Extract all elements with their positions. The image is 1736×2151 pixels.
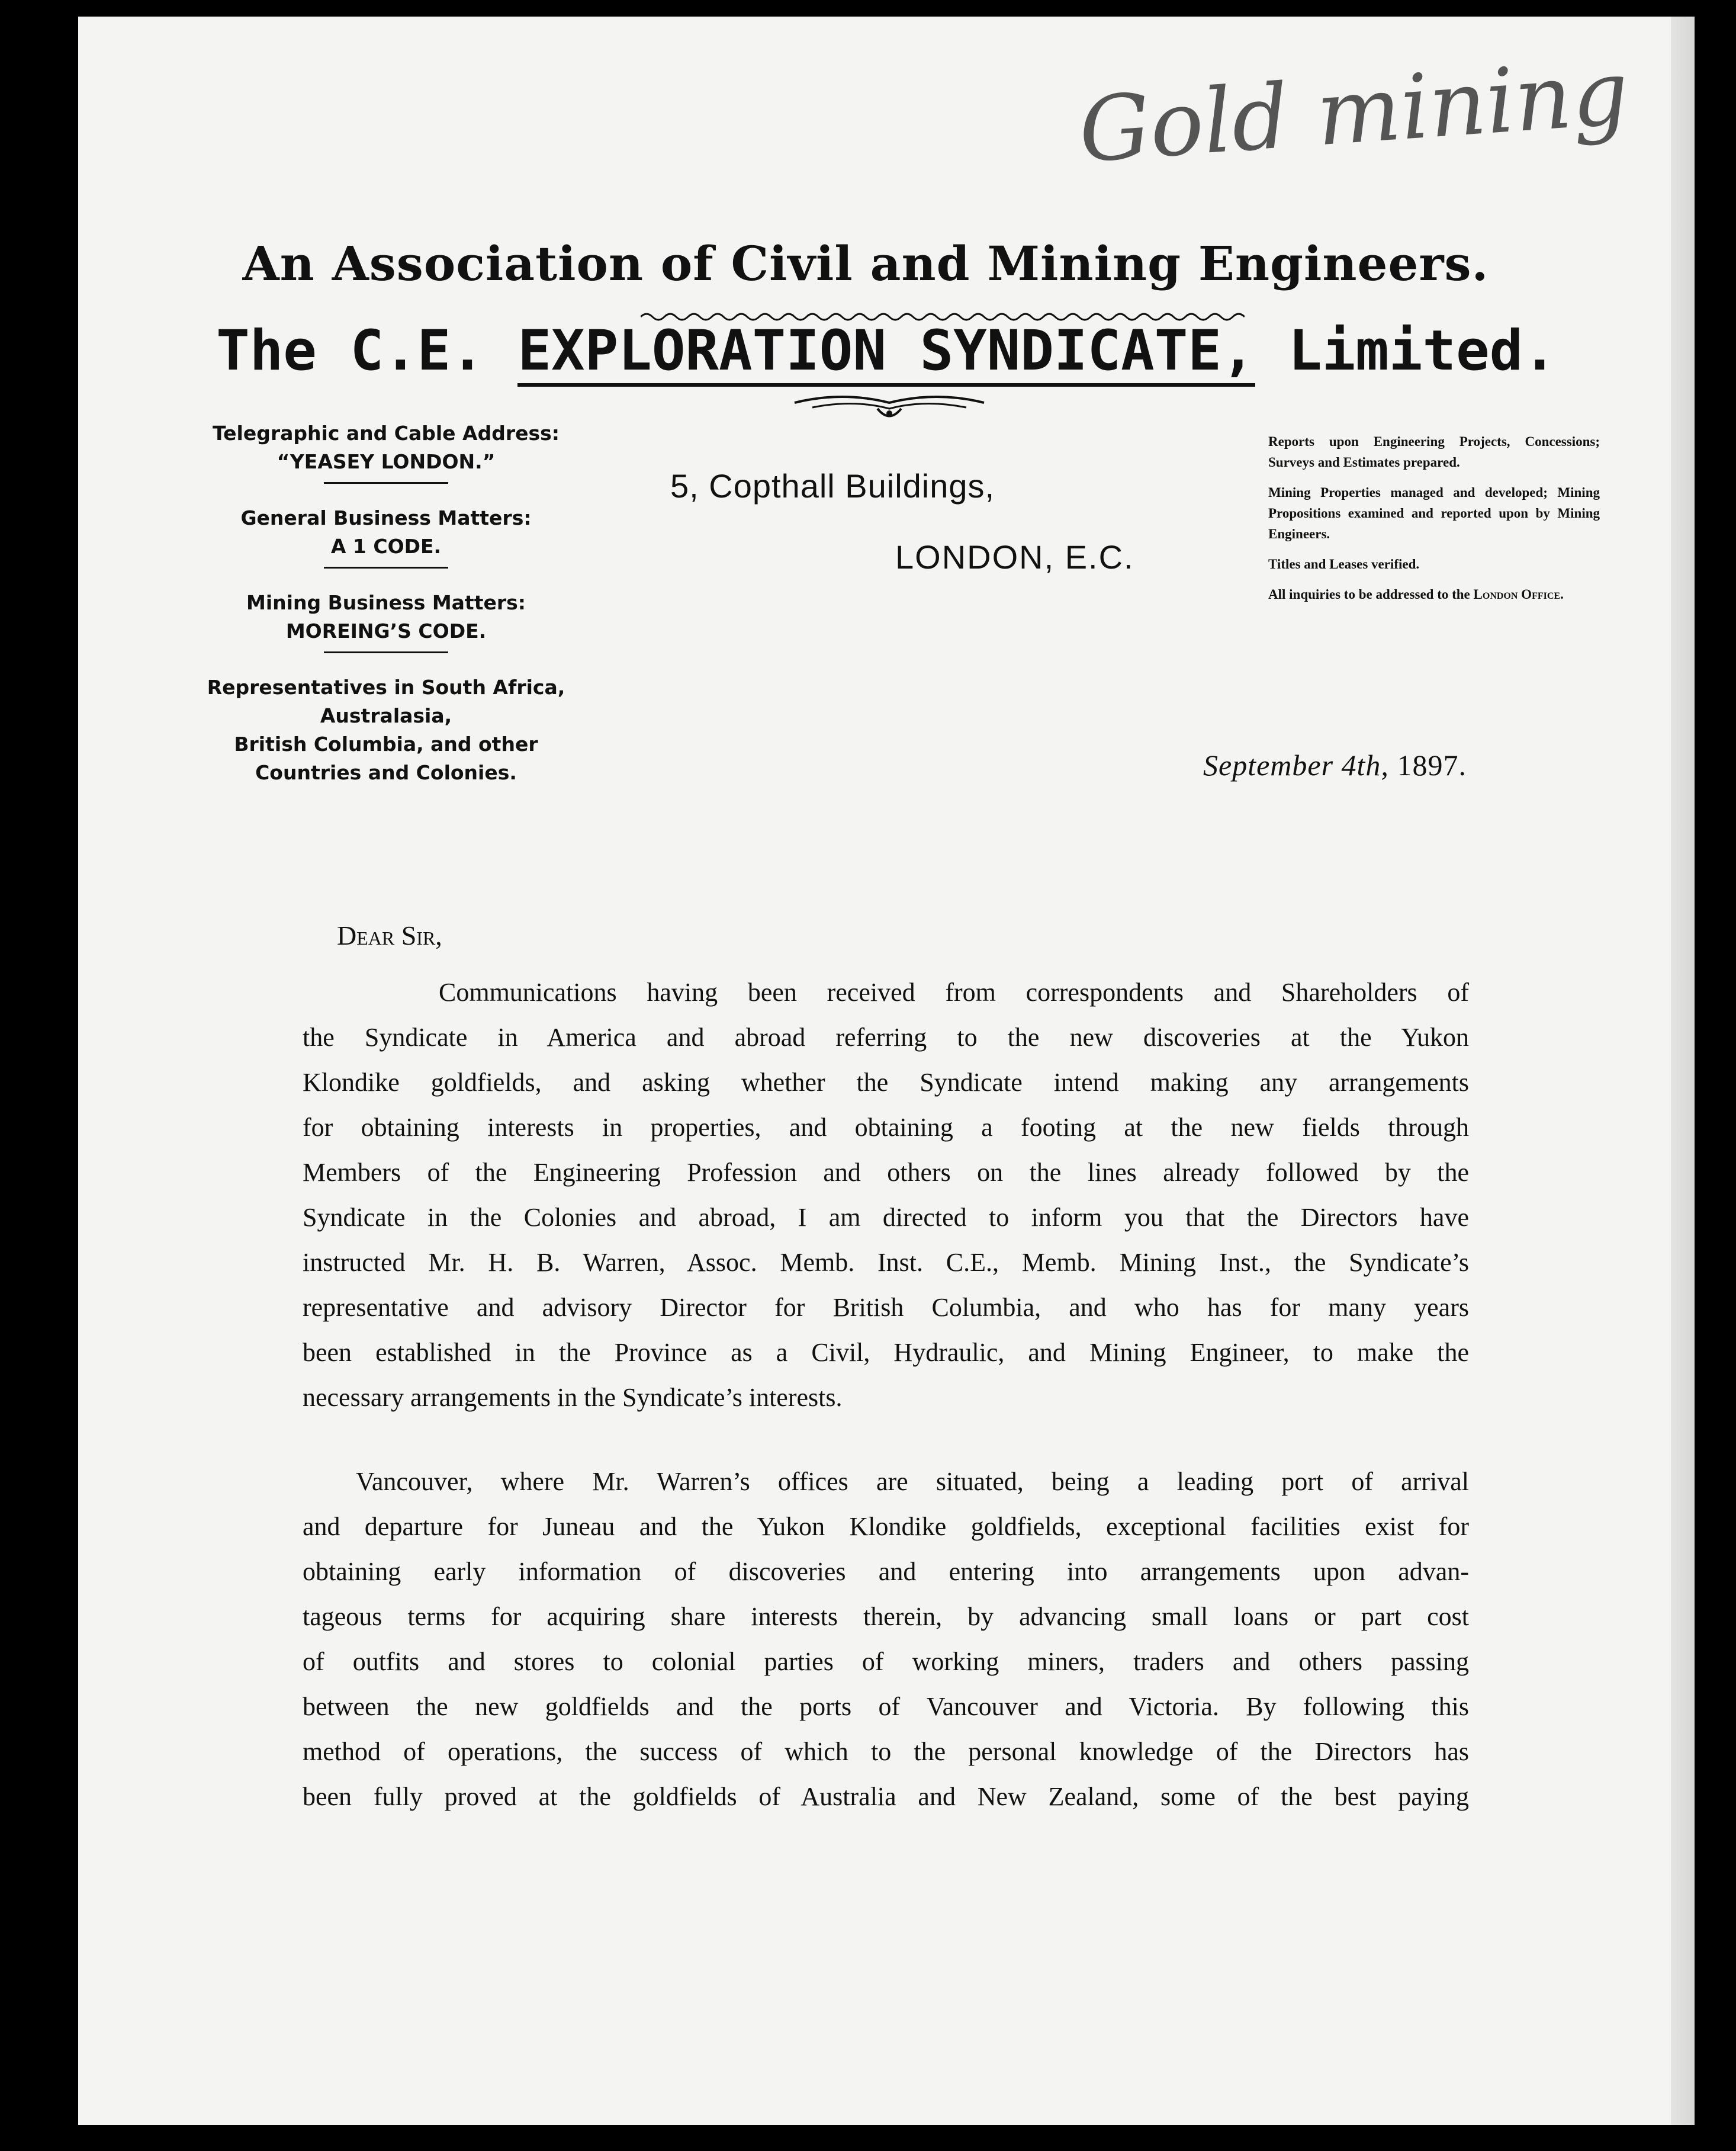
body-line: representative and advisory Director for British Columbia, and who has for many years xyxy=(303,1293,1469,1322)
representatives-line: Australasia, xyxy=(320,704,452,727)
body-line: tageous terms for acquiring share interests therein, by advancing small loans or part cost xyxy=(303,1602,1469,1631)
body-line: between the new goldfields and the ports of Vancouver and Victoria. By following this xyxy=(303,1692,1469,1721)
services-paragraph: Titles and Leases verified. xyxy=(1268,557,1420,572)
body-line: Syndicate in the Colonies and abroad, I am directed to inform you that the Directors have xyxy=(303,1203,1469,1232)
company-name: EXPLORATION SYNDICATE, xyxy=(517,319,1255,387)
representatives-line: Countries and Colonies. xyxy=(255,761,517,784)
letter-date xyxy=(1203,748,1467,782)
company-suffix: Limited. xyxy=(1288,319,1557,383)
divider xyxy=(324,567,448,569)
body-line: instructed Mr. H. B. Warren, Assoc. Memb. Inst. C.E., Memb. Mining Inst., the Syndicate’s xyxy=(303,1248,1469,1277)
representatives-block xyxy=(149,673,623,787)
body-line: Communications having been received from correspondents and Shareholders of xyxy=(439,978,1469,1007)
mining-business-label: Mining Business Matters: xyxy=(246,591,526,614)
body-line: and departure for Juneau and the Yukon Klondike goldfields, exceptional facilities exist for xyxy=(303,1512,1469,1541)
general-business-label: General Business Matters: xyxy=(240,506,532,529)
representatives-line: British Columbia, and other xyxy=(234,733,538,756)
body-line: Klondike goldfields, and asking whether the Syndicate intend making any arrangements xyxy=(303,1068,1469,1097)
address-city: LONDON, E.C. xyxy=(895,538,1134,576)
paragraph-2 xyxy=(303,1459,1469,1819)
general-business-value: A 1 CODE. xyxy=(330,535,442,558)
telegraphic-label: Telegraphic and Cable Address: xyxy=(213,422,560,445)
company-prefix: The C.E. xyxy=(216,319,484,383)
body-line: the Syndicate in America and abroad referring to the new discoveries at the Yukon xyxy=(303,1023,1469,1052)
services-column xyxy=(1268,431,1600,614)
letter-page xyxy=(78,17,1695,2125)
representatives-line: Representatives in South Africa, xyxy=(207,676,565,699)
body-line: obtaining early information of discoveries and entering into arrangements upon advan- xyxy=(303,1557,1469,1586)
contact-info-column xyxy=(149,419,623,807)
telegraphic-value: “YEASEY LONDON.” xyxy=(277,450,496,473)
body-line: Members of the Engineering Profession and others on the lines already followed by the xyxy=(303,1158,1469,1187)
body-line: been fully proved at the goldfields of Australia and New Zealand, some of the best paying xyxy=(303,1782,1469,1811)
general-business-block xyxy=(149,504,623,569)
body-line: method of operations, the success of which to the personal knowledge of the Directors has xyxy=(303,1737,1469,1766)
divider xyxy=(324,651,448,653)
salutation: Dear Sir, xyxy=(337,920,442,951)
services-paragraph: Reports upon Engineering Projects, Concessions; Surveys and Estimates prepared. xyxy=(1268,434,1600,470)
paragraph-1 xyxy=(303,970,1469,1420)
services-paragraph xyxy=(1268,584,1600,605)
divider xyxy=(324,482,448,484)
date-year: 1897. xyxy=(1397,749,1467,782)
company-heading xyxy=(78,319,1695,383)
date-month-day: September 4th, xyxy=(1203,749,1389,782)
body-line: Vancouver, where Mr. Warren’s offices are situated, being a leading port of arrival xyxy=(356,1467,1469,1496)
body-line: been established in the Province as a Civil, Hydraulic, and Mining Engineer, to make the xyxy=(303,1338,1469,1367)
body-line: for obtaining interests in properties, and obtaining a footing at the new fields through xyxy=(303,1113,1469,1142)
mining-business-block xyxy=(149,589,623,653)
telegraphic-block xyxy=(149,419,623,484)
address-street: 5, Copthall Buildings, xyxy=(670,467,995,505)
body-line: of outfits and stores to colonial parties of working miners, traders and others passing xyxy=(303,1647,1469,1676)
letter-body xyxy=(303,970,1469,1819)
inquiries-text: All inquiries to be addressed to the xyxy=(1268,587,1470,602)
ornament-flourish xyxy=(789,391,990,426)
services-paragraph: Mining Properties managed and developed; Mining Propositions examined and reported upon by Mining Engineers. xyxy=(1268,485,1600,541)
association-heading: An Association of Civil and Mining Engineers. xyxy=(242,236,1489,291)
mining-business-value: MOREING’S CODE. xyxy=(285,619,487,643)
body-line: necessary arrangements in the Syndicate’s interests. xyxy=(303,1383,843,1412)
london-office: London Office. xyxy=(1473,587,1564,602)
handwritten-note: Gold mining xyxy=(1075,41,1632,183)
